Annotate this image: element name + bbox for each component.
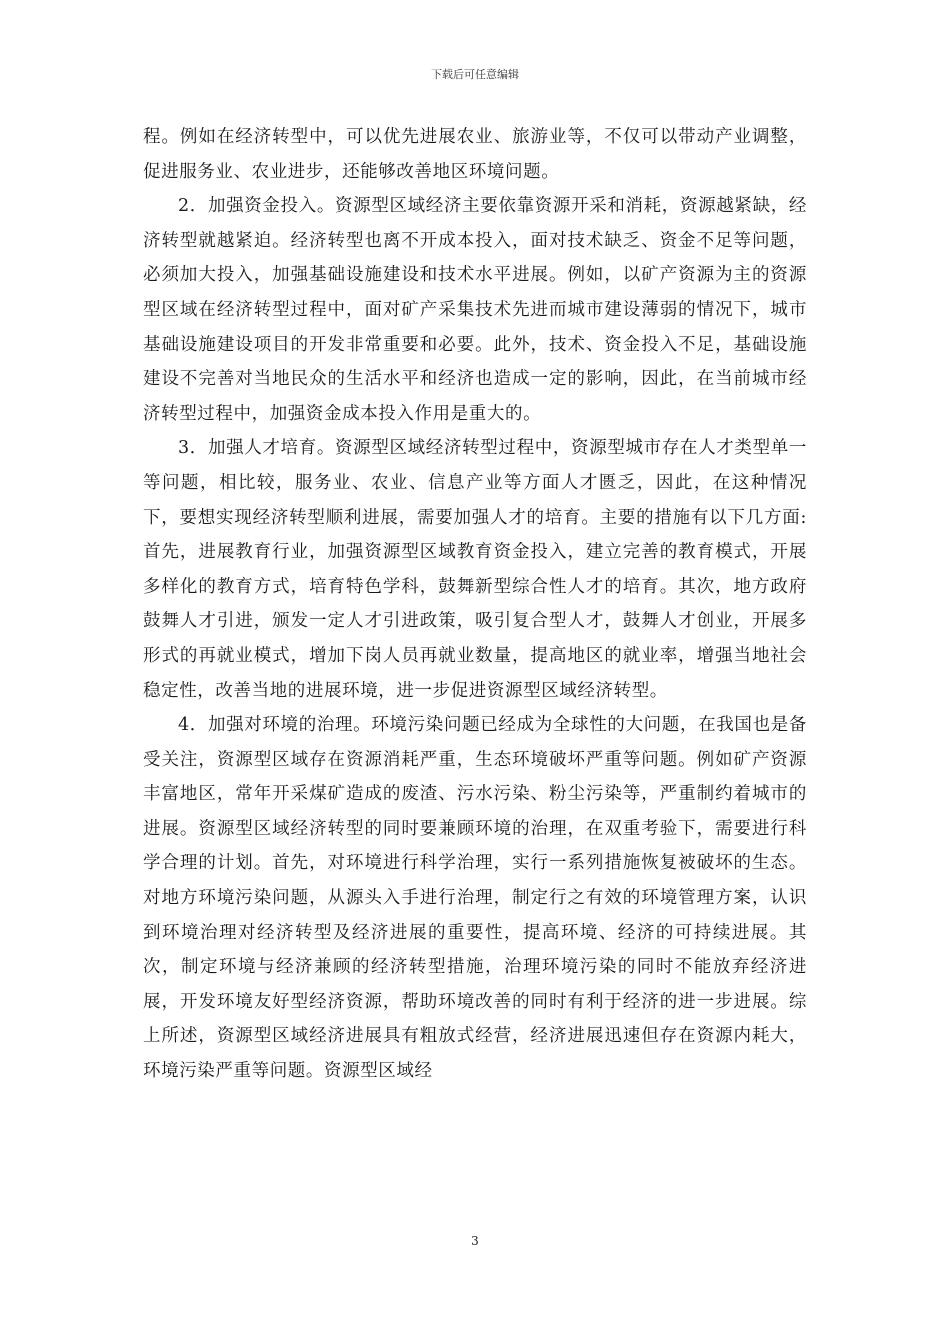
body-text [143,120,807,1089]
page-number: 3 [471,1234,479,1248]
paragraph-talent: 3．加强人才培育。资源型区域经济转型过程中，资源型城市存在人才类型单一等问题，相比较，服务业、农业、信息产业等方面人才匮乏，因此，在这种情况下，要想实现经济转型顺利进展，需要加强人才的培育。主要的措施有以下几方面:首先，进展教育行业，加强资源型区域教育资金投入，建立完善的教育模式，开展多样化的教育方式，培育特色学科，鼓舞新型综合性人才的培育。其次，地方政府鼓舞人才引进，颁发一定人才引进政策，吸引复合型人才，鼓舞人才创业，开展多形式的再就业模式，增加下岗人员再就业数量，提高地区的就业率，增强当地社会稳定性，改善当地的进展环境，进一步促进资源型区域经济转型。 [143,438,807,701]
paragraph-funding: 2．加强资金投入。资源型区域经济主要依靠资源开采和消耗，资源越紧缺，经济转型就越紧迫。经济转型也离不开成本投入，面对技术缺乏、资金不足等问题，必须加大投入，加强基础设施建设和技术水平进展。例如，以矿产资源为主的资源型区域在经济转型过程中，面对矿产采集技术先进而城市建设薄弱的情况下，城市基础设施建设项目的开发非常重要和必要。此外，技术、资金投入不足，基础设施建设不完善对当地民众的生活水平和经济也造成一定的影响，因此，在当前城市经济转型过程中，加强资金成本投入作用是重大的。 [143,196,807,424]
page-header: 下载后可任意编辑 [431,68,519,81]
paragraph-continuation: 程。例如在经济转型中，可以优先进展农业、旅游业等，不仅可以带动产业调整，促进服务业、农业进步，还能够改善地区环境问题。 [143,127,807,182]
paragraph-environment: 4．加强对环境的治理。环境污染问题已经成为全球性的大问题，在我国也是备受关注，资源型区域存在资源消耗严重，生态环境破坏严重等问题。例如矿产资源丰富地区，常年开采煤矿造成的废渣、污水污染、粉尘污染等，严重制约着城市的进展。资源型区域经济转型的同时要兼顾环境的治理，在双重考验下，需要进行科学合理的计划。首先，对环境进行科学治理，实行一系列措施恢复被破坏的生态。对地方环境污染问题，从源头入手进行治理，制定行之有效的环境管理方案，认识到环境治理对经济转型及经济进展的重要性，提高环境、经济的可持续进展。其次，制定环境与经济兼顾的经济转型措施，治理环境污染的同时不能放弃经济进展，开发环境友好型经济资源，帮助环境改善的同时有利于经济的进一步进展。综上所述，资源型区域经济进展具有粗放式经营，经济进展迅速但存在资源内耗大，环境污染严重等问题。资源型区域经 [143,715,807,1082]
